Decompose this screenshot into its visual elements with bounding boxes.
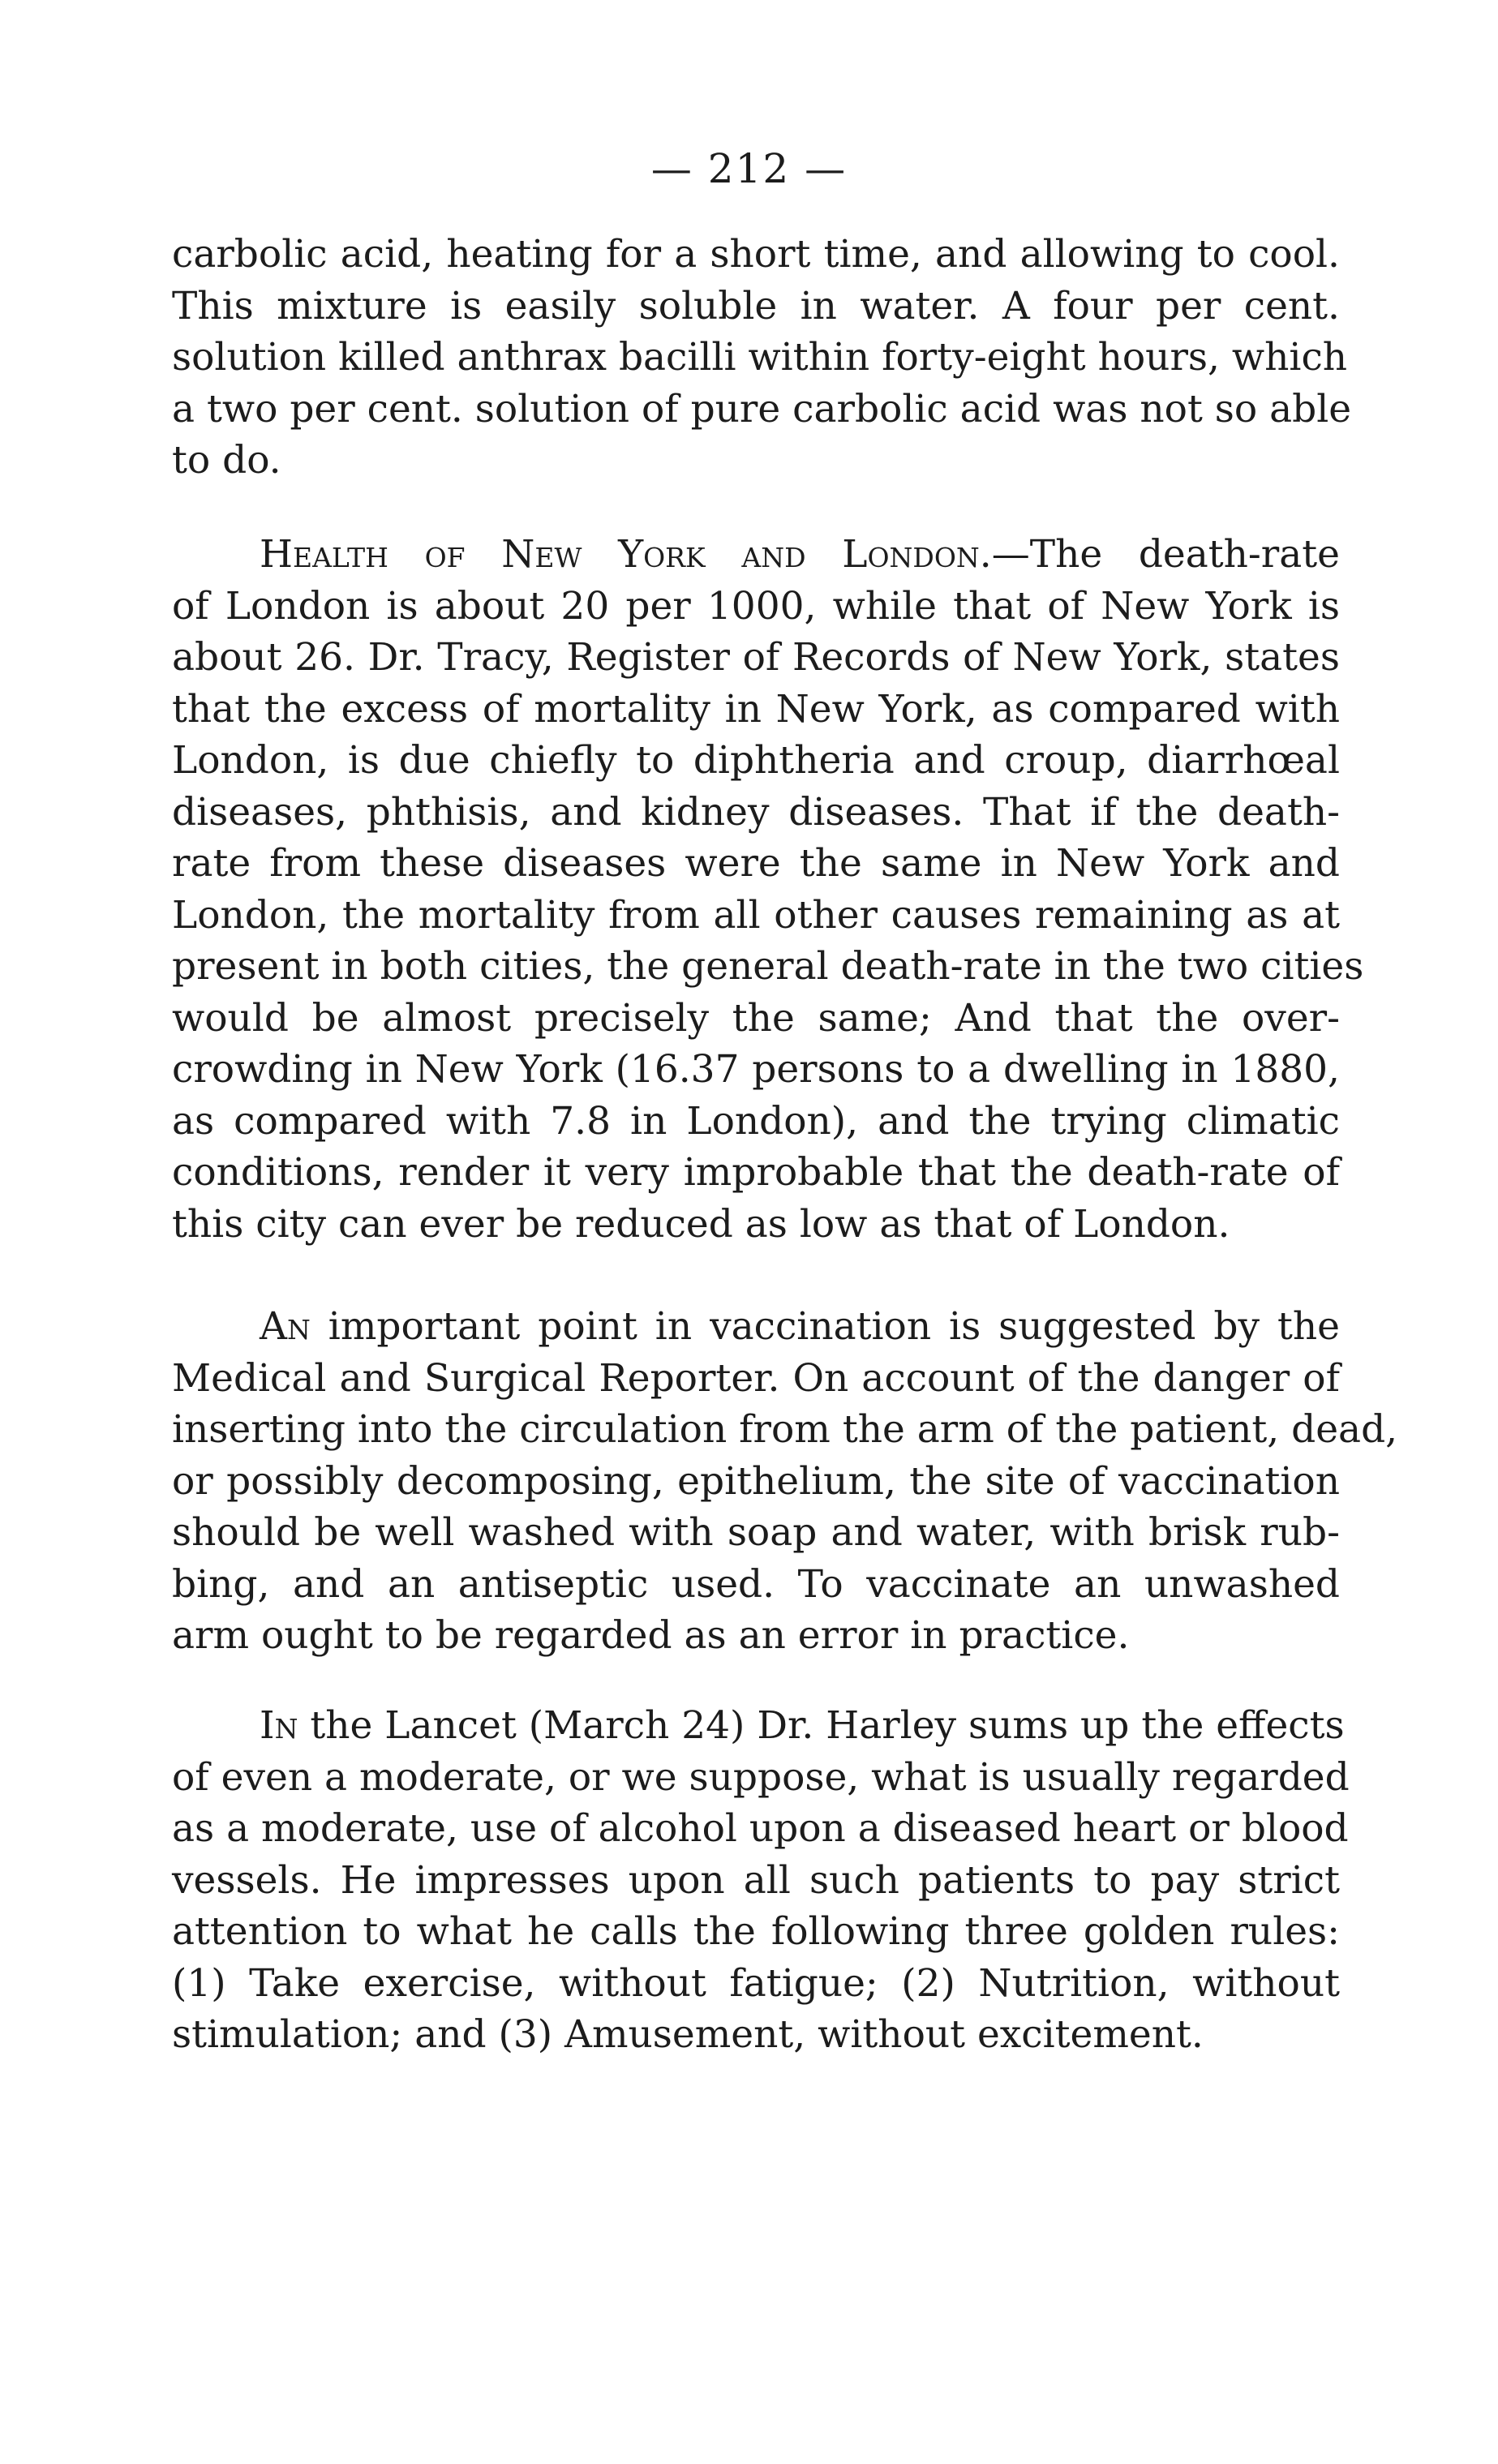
paragraph-lead-word: In bbox=[260, 1703, 298, 1748]
paragraph-line: of London is about 20 per 1000, while that of New York is bbox=[172, 583, 1340, 629]
paragraph-line: rate from these diseases were the same in New York and bbox=[172, 841, 1340, 886]
paragraph-line: London, is due chiefly to diphtheria and croup, diarrhœal bbox=[172, 738, 1340, 783]
paragraph-line: as a moderate, use of alcohol upon a diseased heart or blood bbox=[172, 1806, 1349, 1851]
paragraph-line: about 26. Dr. Tracy, Register of Records of New York, states bbox=[172, 635, 1340, 680]
paragraph-line: that the excess of mortality in New York, as compared with bbox=[172, 686, 1340, 732]
paragraph-line: (1) Take exercise, without fatigue; (2) Nutrition, without bbox=[172, 1960, 1340, 2006]
paragraph-carbolic-acid bbox=[172, 229, 1352, 487]
paragraph-line: conditions, render it very improbable that the death-rate of bbox=[172, 1150, 1340, 1195]
paragraph-line: a two per cent. solution of pure carbolic acid was not so able bbox=[172, 386, 1352, 431]
paragraph-first-line bbox=[172, 1301, 1340, 1353]
paragraph-line-text: the Lancet (March 24) Dr. Harley sums up the effects bbox=[298, 1703, 1345, 1748]
paragraph-first-line bbox=[172, 529, 1340, 581]
paragraph-lancet-harley bbox=[172, 1700, 1350, 2061]
paragraph-line: this city can ever be reduced as low as that of London. bbox=[172, 1201, 1230, 1247]
paragraph-health-new-york-london bbox=[172, 529, 1364, 1250]
paragraph-line: carbolic acid, heating for a short time, and allowing to cool. bbox=[172, 232, 1340, 277]
page-number: — 212 — bbox=[650, 145, 848, 192]
paragraph-line: should be well washed with soap and water, with brisk rub- bbox=[172, 1510, 1340, 1555]
paragraph-line: bing, and an antiseptic used. To vaccinate an unwashed bbox=[172, 1561, 1340, 1607]
paragraph-line: solution killed anthrax bacilli within forty-eight hours, which bbox=[172, 335, 1348, 380]
section-heading: Health of New York and London. bbox=[260, 532, 992, 577]
paragraph-lead-word: An bbox=[260, 1304, 311, 1349]
paragraph-line: or possibly decomposing, epithelium, the site of vaccination bbox=[172, 1458, 1340, 1504]
paragraph-line: vessels. He impresses upon all such patients to pay strict bbox=[172, 1857, 1340, 1903]
paragraph-line: inserting into the circulation from the arm of the patient, dead, bbox=[172, 1407, 1398, 1452]
paragraph-line: attention to what he calls the following three golden rules: bbox=[172, 1909, 1340, 1954]
paragraph-line-text: —The death-rate bbox=[991, 532, 1340, 577]
paragraph-line: of even a moderate, or we suppose, what is usually regarded bbox=[172, 1754, 1350, 1800]
paragraph-line: crowding in New York (16.37 persons to a dwelling in 1880, bbox=[172, 1047, 1340, 1092]
paragraph-line: Medical and Surgical Reporter. On account of the danger of bbox=[172, 1355, 1340, 1401]
paragraph-vaccination bbox=[172, 1301, 1398, 1662]
paragraph-line: to do. bbox=[172, 438, 281, 483]
paragraph-line: This mixture is easily soluble in water. A four per cent. bbox=[172, 283, 1340, 328]
paragraph-line: would be almost precisely the same; And that the over- bbox=[172, 995, 1340, 1041]
paragraph-line: as compared with 7.8 in London), and the trying climatic bbox=[172, 1098, 1340, 1144]
paragraph-line: London, the mortality from all other causes remaining as at bbox=[172, 892, 1340, 938]
paragraph-first-line bbox=[172, 1700, 1345, 1752]
paragraph-line: present in both cities, the general death-rate in the two cities bbox=[172, 944, 1364, 989]
paragraph-line: stimulation; and (3) Amusement, without excitement. bbox=[172, 2012, 1204, 2057]
paragraph-line-text: important point in vaccination is suggested by the bbox=[310, 1304, 1340, 1349]
paragraph-line: arm ought to be regarded as an error in practice. bbox=[172, 1613, 1130, 1658]
paragraph-line: diseases, phthisis, and kidney diseases. That if the death- bbox=[172, 789, 1340, 835]
